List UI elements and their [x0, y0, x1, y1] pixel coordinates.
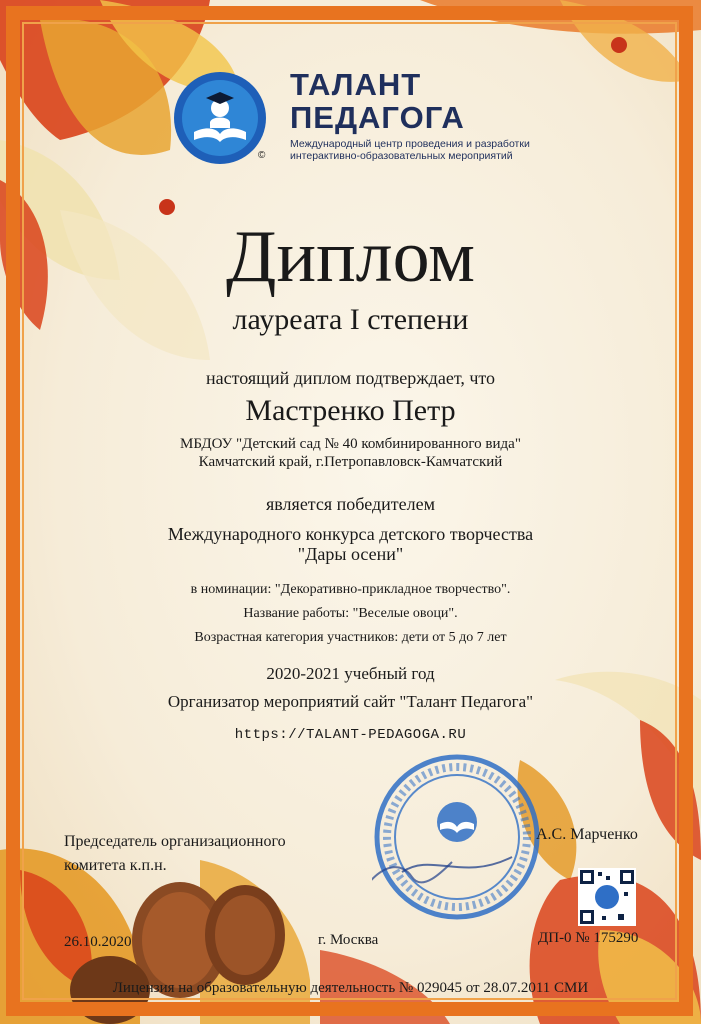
talant-pedagoga-logo-icon: [172, 70, 268, 166]
confirm-text: настоящий диплом подтверждает, что: [205, 368, 496, 388]
diploma-subtitle: лауреата I степени: [232, 303, 469, 336]
age-category-text: Возрастная категория участников: дети от 5 до 7 лет: [194, 630, 507, 645]
issue-city: г. Москва: [318, 932, 379, 948]
signer-name: А.С. Марченко: [536, 826, 638, 843]
brand-tagline-line2: интерактивно-образовательных мероприятий: [290, 150, 513, 162]
issue-date: 26.10.2020: [64, 934, 132, 950]
diploma-number: ДП-0 № 175290: [538, 930, 639, 946]
chair-title-line2: комитета к.п.н.: [64, 857, 167, 874]
website-text: https://TALANT-PEDAGOGA.RU: [234, 727, 467, 743]
chair-title: [64, 830, 286, 878]
work-title-text: Название работы: "Веселые овоци".: [243, 606, 458, 621]
brand-tagline-line1: Международный центр проведения и разработки: [290, 138, 530, 150]
school-year-text: 2020-2021 учебный год: [266, 664, 435, 683]
chair-title-line1: Председатель организационного: [64, 833, 286, 850]
recipient-name: Мастренко Петр: [245, 394, 456, 427]
contest-name: "Дары осени": [297, 544, 404, 564]
brand-name-line1: ТАЛАНТ: [290, 67, 422, 102]
license-text: Лицензия на образовательную деятельность № 029045 от 28.07.2011 СМИ: [112, 980, 589, 996]
institution-text: МБДОУ "Детский сад № 40 комбинированного вида": [180, 436, 521, 452]
contest-text: Международного конкурса детского творчества: [167, 524, 534, 544]
location-text: Камчатский край, г.Петропавловск-Камчатский: [198, 454, 503, 470]
brand-block: [290, 68, 530, 162]
copyright-mark: ©: [258, 150, 266, 161]
qr-code-icon: [578, 868, 636, 926]
winner-text: является победителем: [266, 494, 435, 514]
official-stamp-icon: [372, 752, 542, 922]
nomination-text: в номинации: "Декоративно-прикладное творчество".: [190, 582, 511, 597]
organizer-text: Организатор мероприятий сайт "Талант Педагога": [167, 692, 534, 711]
brand-name-line2: ПЕДАГОГА: [290, 100, 465, 135]
diploma-title: Диплом: [225, 216, 476, 298]
